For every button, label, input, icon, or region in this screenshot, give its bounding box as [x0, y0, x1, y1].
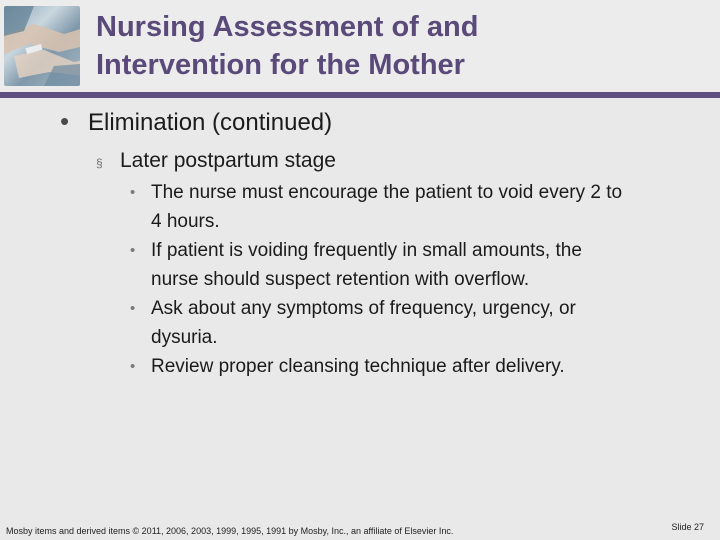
header-photo [4, 6, 80, 86]
list-item-line: 4 hours. [151, 211, 220, 232]
title-line-1: Nursing Assessment of and [96, 11, 479, 43]
list-item [126, 294, 716, 352]
bullet-dot-icon: • [60, 106, 70, 136]
list-item [126, 178, 716, 236]
title-line-2: Intervention for the Mother [96, 49, 465, 81]
bullet-level-1-text: Elimination (continued) [88, 109, 333, 136]
slide-header [0, 0, 720, 92]
bullet-dot-icon: • [130, 184, 136, 201]
footer-copyright: Mosby items and derived items © 2011, 2006, 2003, 1999, 1995, 1991 by Mosby, Inc., an affiliate of Elsevier Inc. [6, 526, 454, 536]
list-item-line: Review proper cleansing technique after delivery. [151, 356, 565, 377]
slide-number: Slide 27 [671, 522, 704, 532]
list-item [126, 352, 716, 381]
header-accent-bar [0, 92, 720, 98]
bullet-level-3-list [126, 178, 716, 381]
list-item-line: If patient is voiding frequently in small amounts, the [151, 240, 582, 261]
slide-title [96, 8, 696, 84]
hands-photo-icon [4, 6, 80, 86]
bullet-dot-icon: • [130, 358, 136, 375]
list-item-line: nurse should suspect retention with overflow. [151, 269, 530, 290]
list-item-line: Ask about any symptoms of frequency, urgency, or [151, 298, 576, 319]
bullet-section-icon: § [96, 156, 103, 170]
list-item-line: dysuria. [151, 327, 218, 348]
bullet-dot-icon: • [130, 242, 136, 259]
bullet-level-2-text: Later postpartum stage [120, 149, 336, 172]
list-item [126, 236, 716, 294]
list-item-line: The nurse must encourage the patient to void every 2 to [151, 182, 623, 203]
bullet-dot-icon: • [130, 300, 136, 317]
